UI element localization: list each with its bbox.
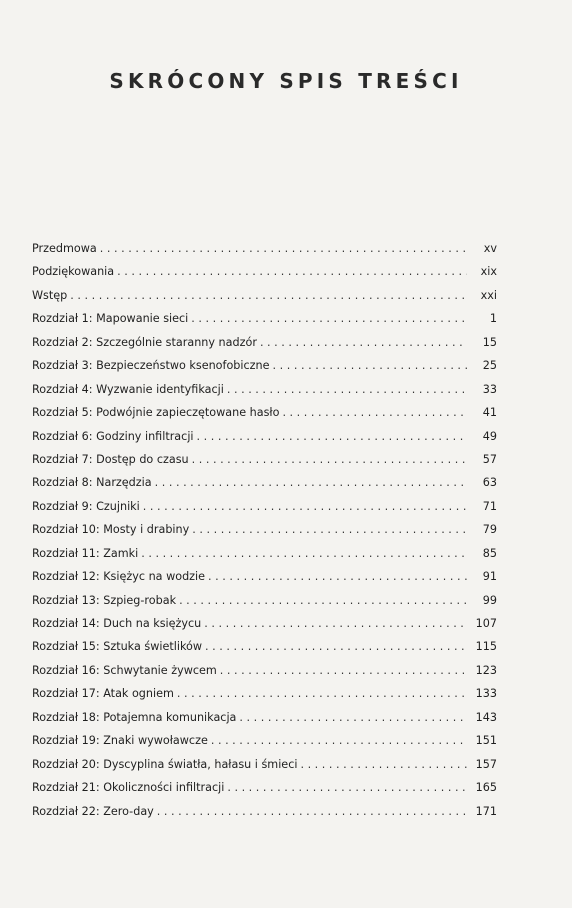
toc-entry-page: 99 bbox=[482, 593, 497, 607]
dot-leader bbox=[155, 471, 467, 494]
toc-entry bbox=[32, 518, 497, 541]
dot-leader bbox=[220, 659, 467, 682]
toc-entry-label: Przedmowa bbox=[32, 242, 97, 255]
toc-entry bbox=[32, 542, 497, 565]
page-title: SKRÓCONY SPIS TREŚCI bbox=[109, 69, 463, 93]
dot-leader bbox=[157, 800, 467, 823]
toc-entry bbox=[32, 635, 497, 658]
dot-leader bbox=[300, 753, 467, 776]
toc-entry-page: 71 bbox=[482, 499, 497, 513]
toc-entry-label: Rozdział 13: Szpieg-robak bbox=[32, 593, 177, 607]
toc-entry-page: xv bbox=[483, 242, 497, 255]
dot-leader bbox=[227, 776, 467, 799]
toc-entry-page: 157 bbox=[475, 757, 497, 771]
dot-leader bbox=[177, 682, 467, 705]
toc-entry-page: 143 bbox=[475, 710, 497, 724]
dot-leader bbox=[227, 378, 467, 401]
toc-entry-label: Rozdział 17: Atak ogniem bbox=[32, 687, 174, 701]
toc-entry-page: 33 bbox=[482, 382, 497, 396]
toc-entry-page: 91 bbox=[482, 570, 497, 584]
toc-entry-page: 57 bbox=[482, 452, 497, 466]
toc-entry-page: 1 bbox=[489, 312, 497, 326]
toc-entry bbox=[32, 237, 497, 260]
toc-entry-page: 165 bbox=[475, 781, 497, 795]
table-of-contents bbox=[32, 237, 497, 823]
toc-entry-label: Rozdział 9: Czujniki bbox=[32, 499, 140, 513]
toc-entry-page: 25 bbox=[482, 359, 497, 373]
dot-leader bbox=[143, 495, 467, 518]
dot-leader bbox=[260, 331, 467, 354]
toc-entry-label: Rozdział 18: Potajemna komunikacja bbox=[32, 710, 237, 724]
toc-entry-page: 49 bbox=[482, 429, 497, 443]
toc-entry-label: Rozdział 6: Godziny infiltracji bbox=[32, 429, 194, 443]
toc-entry bbox=[32, 307, 497, 330]
toc-entry bbox=[32, 425, 497, 448]
toc-entry-page: 171 bbox=[475, 804, 497, 818]
dot-leader bbox=[191, 307, 467, 330]
toc-entry-label: Rozdział 5: Podwójnie zapieczętowane hasło bbox=[32, 406, 280, 420]
toc-entry-label: Rozdział 19: Znaki wywoławcze bbox=[32, 734, 208, 748]
toc-entry-label: Rozdział 22: Zero-day bbox=[32, 804, 154, 818]
toc-entry-page: 85 bbox=[482, 546, 497, 560]
toc-entry-page: 79 bbox=[482, 523, 497, 537]
toc-entry-label: Rozdział 20: Dyscyplina światła, hałasu i śmieci bbox=[32, 757, 298, 771]
toc-entry-label: Rozdział 10: Mosty i drabiny bbox=[32, 523, 190, 537]
toc-entry bbox=[32, 354, 497, 377]
dot-leader bbox=[197, 425, 467, 448]
toc-entry-page: 151 bbox=[475, 734, 497, 748]
toc-entry-label: Rozdział 12: Księżyc na wodzie bbox=[32, 570, 206, 584]
dot-leader bbox=[141, 542, 467, 565]
toc-entry-page: 15 bbox=[482, 335, 497, 349]
toc-entry-page: 115 bbox=[475, 640, 497, 654]
dot-leader bbox=[70, 284, 467, 307]
toc-entry bbox=[32, 378, 497, 401]
toc-entry-page: 133 bbox=[475, 687, 497, 701]
toc-entry-label: Rozdział 1: Mapowanie sieci bbox=[32, 312, 189, 326]
toc-entry bbox=[32, 659, 497, 682]
toc-entry-label: Rozdział 2: Szczególnie staranny nadzór bbox=[32, 335, 257, 349]
dot-leader bbox=[204, 612, 467, 635]
toc-entry-label: Rozdział 15: Sztuka świetlików bbox=[32, 640, 203, 654]
toc-entry-label: Wstęp bbox=[32, 288, 68, 302]
dot-leader bbox=[205, 635, 467, 658]
toc-entry bbox=[32, 284, 497, 307]
toc-entry-page: 63 bbox=[482, 476, 497, 490]
toc-entry-label: Rozdział 7: Dostęp do czasu bbox=[32, 452, 189, 466]
toc-entry bbox=[32, 565, 497, 588]
dot-leader bbox=[208, 565, 467, 588]
dot-leader bbox=[192, 518, 467, 541]
toc-entry-label: Rozdział 14: Duch na księżycu bbox=[32, 617, 202, 630]
toc-entry bbox=[32, 589, 497, 612]
dot-leader bbox=[211, 729, 467, 752]
toc-entry-page: 41 bbox=[482, 406, 497, 420]
dot-leader bbox=[117, 260, 467, 283]
toc-entry bbox=[32, 331, 497, 354]
toc-entry-label: Rozdział 3: Bezpieczeństwo ksenofobiczne bbox=[32, 359, 270, 373]
toc-entry-label: Rozdział 16: Schwytanie żywcem bbox=[32, 663, 217, 677]
toc-entry bbox=[32, 495, 497, 518]
toc-entry-label: Rozdział 11: Zamki bbox=[32, 546, 139, 560]
toc-entry-label: Rozdział 21: Okoliczności infiltracji bbox=[32, 781, 225, 795]
toc-entry bbox=[32, 401, 497, 424]
dot-leader bbox=[192, 448, 467, 471]
toc-entry-page: 123 bbox=[475, 663, 497, 677]
toc-entry bbox=[32, 776, 497, 799]
toc-entry bbox=[32, 471, 497, 494]
toc-entry bbox=[32, 682, 497, 705]
dot-leader bbox=[273, 354, 467, 377]
toc-entry bbox=[32, 800, 497, 823]
toc-entry-label: Rozdział 8: Narzędzia bbox=[32, 476, 152, 490]
toc-entry bbox=[32, 612, 497, 635]
toc-entry-label: Podziękowania bbox=[32, 265, 115, 279]
dot-leader bbox=[282, 401, 467, 424]
toc-entry-page: 107 bbox=[475, 617, 497, 630]
toc-entry bbox=[32, 260, 497, 283]
toc-entry bbox=[32, 448, 497, 471]
toc-entry-page: xxi bbox=[480, 288, 497, 302]
dot-leader bbox=[239, 706, 467, 729]
toc-entry-label: Rozdział 4: Wyzwanie identyfikacji bbox=[32, 382, 224, 396]
toc-entry bbox=[32, 706, 497, 729]
dot-leader bbox=[179, 589, 467, 612]
toc-entry bbox=[32, 753, 497, 776]
toc-entry-page: xix bbox=[480, 265, 497, 279]
dot-leader bbox=[100, 237, 467, 260]
toc-entry bbox=[32, 729, 497, 752]
